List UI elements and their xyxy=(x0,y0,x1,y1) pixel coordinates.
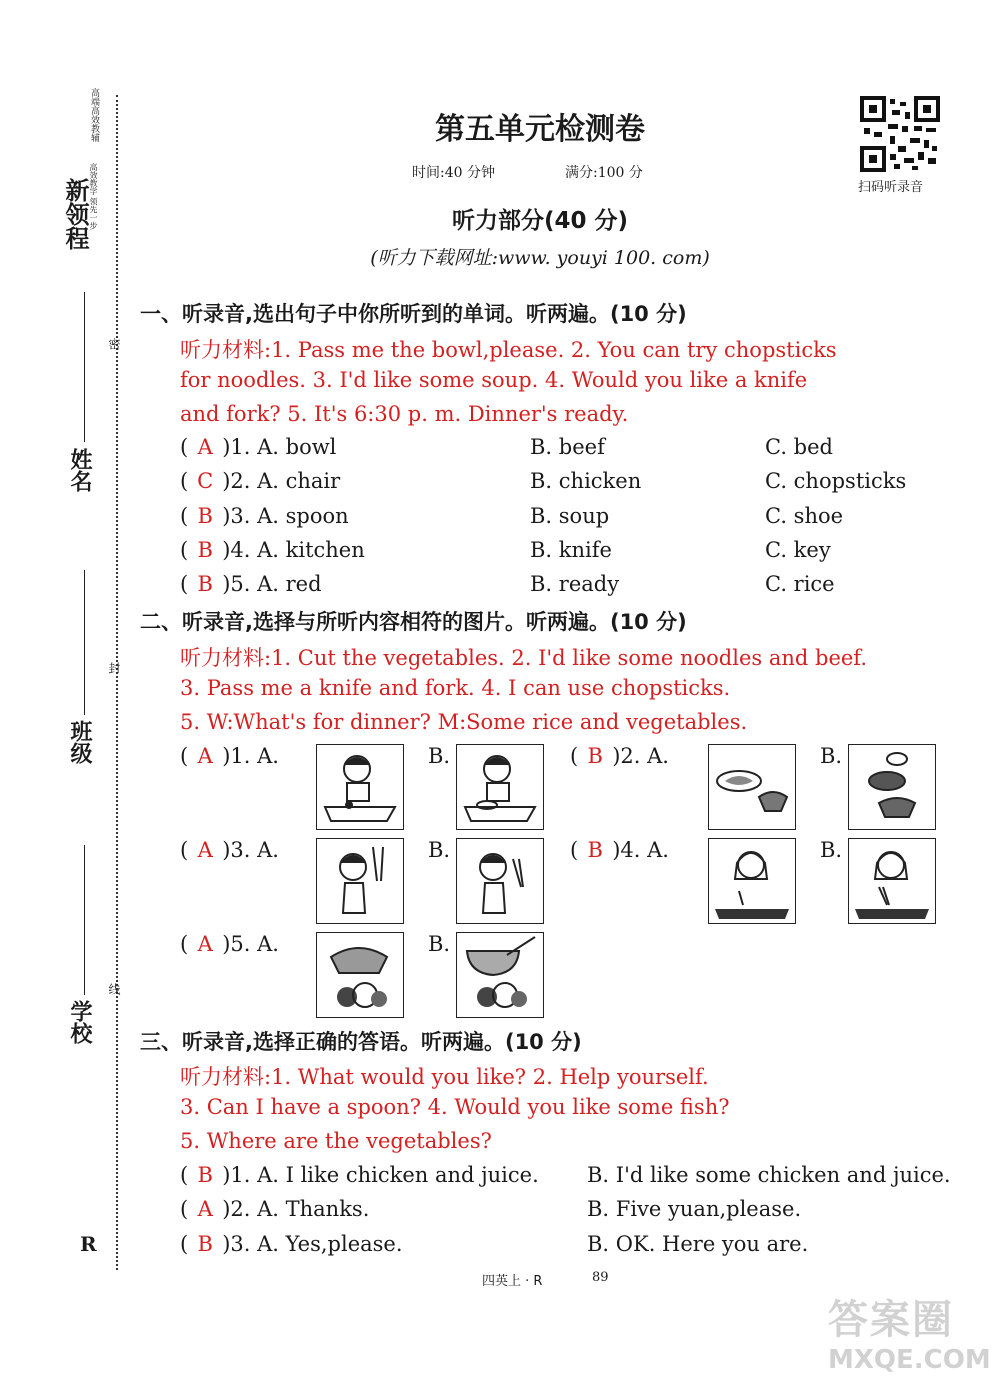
cut-mark-feng: 封 xyxy=(107,662,121,674)
answer: B xyxy=(197,504,213,528)
option-a: )5. A. red xyxy=(222,572,322,596)
option-b: B. I'd like some chicken and juice. xyxy=(587,1163,951,1187)
section2-item-5: ( A )5. A. xyxy=(180,932,279,956)
picture-rice-and-vegetables xyxy=(316,932,404,1018)
page-title: 第五单元检测卷 xyxy=(435,112,645,147)
cut-mark-xian: 线 xyxy=(107,983,121,995)
option-a: )2. A. Thanks. xyxy=(222,1197,370,1221)
class-line xyxy=(84,570,85,715)
answer: B xyxy=(197,1163,213,1187)
brand-name: 新领程 xyxy=(61,178,89,250)
binding-dotted-line xyxy=(116,95,118,1270)
section1-question: ( B )5. A. red xyxy=(180,572,322,596)
option-a: )3. A. Yes,please. xyxy=(222,1232,403,1256)
section3-material-line2: 3. Can I have a spoon? 4. Would you like some fish? xyxy=(180,1095,730,1119)
answer: A xyxy=(197,1197,213,1221)
section2-item-4: ( B )4. A. xyxy=(570,838,669,862)
cut-mark-mi: 密 xyxy=(107,338,121,350)
page-number: 89 xyxy=(592,1270,609,1285)
picture-soup-and-vegetables xyxy=(456,932,544,1018)
section3-title: 三、听录音,选择正确的答语。听两遍。(10 分) xyxy=(140,1030,582,1054)
section1-question: ( B )4. A. kitchen xyxy=(180,538,365,562)
footer-book: 四英上 · R xyxy=(482,1274,543,1289)
listening-title: 听力部分(40 分) xyxy=(451,208,629,234)
section1-material-line1: 听力材料:1. Pass me the bowl,please. 2. You can try chopsticks xyxy=(180,338,837,362)
item-number: )3. A. xyxy=(222,838,279,862)
section1-material-line2: for noodles. 3. I'd like some soup. 4. Would you like a knife xyxy=(180,368,808,392)
download-url: (听力下载网址:www. youyi 100. com) xyxy=(370,247,710,269)
option-b: B. ready xyxy=(530,572,620,596)
section2-item-2: ( B )2. A. xyxy=(570,744,669,768)
answer: B xyxy=(197,1232,213,1256)
picture-fish-and-rice xyxy=(708,744,796,830)
option-b: B. OK. Here you are. xyxy=(587,1232,809,1256)
qr-caption: 扫码听录音 xyxy=(858,180,924,195)
picture-noodles-and-beef xyxy=(848,744,936,830)
answer: A xyxy=(197,932,213,956)
section1-title: 一、听录音,选出句子中你所听到的单词。听两遍。(10 分) xyxy=(140,302,687,326)
picture-girl-with-spoon xyxy=(708,838,796,924)
answer: B xyxy=(587,838,603,862)
section2-material-line1: 听力材料:1. Cut the vegetables. 2. I'd like some noodles and beef. xyxy=(180,646,868,670)
section3-question: ( A )2. A. Thanks. xyxy=(180,1197,370,1221)
option-b: B. chicken xyxy=(530,469,642,493)
section1-material-line3: and fork? 5. It's 6:30 p. m. Dinner's ready. xyxy=(180,402,629,426)
item-number: )5. A. xyxy=(222,932,279,956)
option-b-label: B. xyxy=(820,838,843,862)
picture-boy-chopsticks xyxy=(456,838,544,924)
section3-material-line1: 听力材料:1. What would you like? 2. Help yourself. xyxy=(180,1065,709,1089)
section2-title: 二、听录音,选择与所听内容相符的图片。听两遍。(10 分) xyxy=(140,610,687,634)
option-c: C. shoe xyxy=(765,504,844,528)
picture-boy-eating-vegetables xyxy=(456,744,544,830)
answer: B xyxy=(197,538,213,562)
option-b: B. beef xyxy=(530,435,605,459)
option-c: C. chopsticks xyxy=(765,469,907,493)
item-number: )2. A. xyxy=(612,744,669,768)
option-b-label: B. xyxy=(428,838,451,862)
school-label: 学校 xyxy=(67,1000,92,1044)
name-line xyxy=(84,292,85,442)
option-b: B. soup xyxy=(530,504,610,528)
name-label: 姓名 xyxy=(67,448,92,492)
option-c: C. rice xyxy=(765,572,835,596)
watermark-text: 答案圈 xyxy=(828,1297,954,1343)
option-a: )4. A. kitchen xyxy=(222,538,365,562)
exam-score: 满分:100 分 xyxy=(565,165,643,181)
section3-material-line3: 5. Where are the vegetables? xyxy=(180,1129,492,1153)
option-a: )3. A. spoon xyxy=(222,504,349,528)
section1-question: ( B )3. A. spoon xyxy=(180,504,349,528)
answer: B xyxy=(587,744,603,768)
section1-question: ( C )2. A. chair xyxy=(180,469,341,493)
section3-question: ( B )1. A. I like chicken and juice. xyxy=(180,1163,539,1187)
option-a: )2. A. chair xyxy=(222,469,341,493)
item-number: )1. A. xyxy=(222,744,279,768)
option-b-label: B. xyxy=(428,932,451,956)
option-b: B. knife xyxy=(530,538,612,562)
option-a: )1. A. I like chicken and juice. xyxy=(222,1163,539,1187)
edition-mark: R xyxy=(80,1232,97,1256)
section2-material-line3: 5. W:What's for dinner? M:Some rice and vegetables. xyxy=(180,710,748,734)
section2-material-line2: 3. Pass me a knife and fork. 4. I can use chopsticks. xyxy=(180,676,731,700)
section1-question: ( A )1. A. bowl xyxy=(180,435,337,459)
picture-girl-with-chopsticks xyxy=(848,838,936,924)
item-number: )4. A. xyxy=(612,838,669,862)
answer: A xyxy=(197,744,213,768)
section2-item-3: ( A )3. A. xyxy=(180,838,279,862)
section2-item-1: ( A )1. A. xyxy=(180,744,279,768)
qr-code-icon xyxy=(860,96,940,172)
brand-tagline-2: 高效教学 领先一步 xyxy=(89,163,98,230)
brand-tagline: 高端高效教辅 xyxy=(89,88,99,142)
option-c: C. key xyxy=(765,538,831,562)
picture-boy-knife-and-fork xyxy=(316,838,404,924)
answer: C xyxy=(197,469,214,493)
option-b: B. Five yuan,please. xyxy=(587,1197,802,1221)
watermark-url: MXQE.COM xyxy=(828,1345,991,1375)
exam-time: 时间:40 分钟 xyxy=(412,165,495,181)
option-c: C. bed xyxy=(765,435,833,459)
class-label: 班级 xyxy=(67,720,92,764)
picture-boy-cutting-vegetables xyxy=(316,744,404,830)
watermark-logo xyxy=(828,1288,990,1378)
answer: A xyxy=(197,435,213,459)
school-line xyxy=(84,845,85,995)
option-b-label: B. xyxy=(820,744,843,768)
answer: B xyxy=(197,572,213,596)
option-b-label: B. xyxy=(428,744,451,768)
answer: A xyxy=(197,838,213,862)
option-a: )1. A. bowl xyxy=(222,435,337,459)
section3-question: ( B )3. A. Yes,please. xyxy=(180,1232,403,1256)
